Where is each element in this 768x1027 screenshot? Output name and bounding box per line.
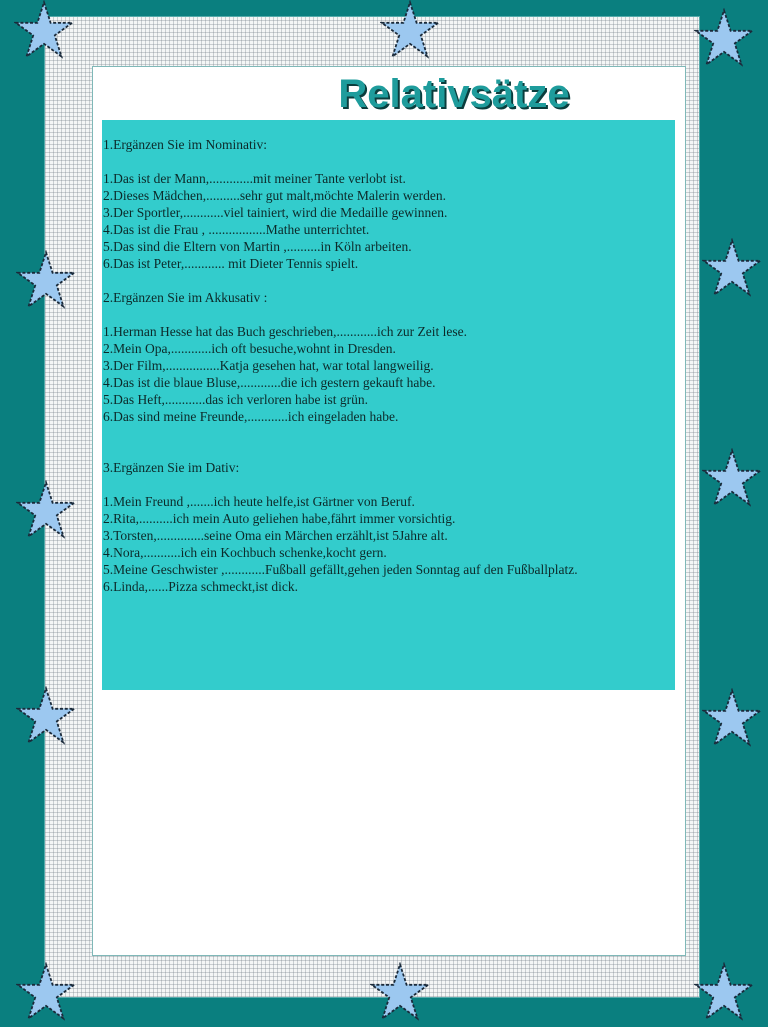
list-item: 3.Der Film,................Katja gesehen hat, war total langweilig. bbox=[103, 358, 434, 373]
star-icon bbox=[16, 962, 76, 1022]
list-item: 1.Mein Freund ,.......ich heute helfe,ist Gärtner von Beruf. bbox=[103, 494, 415, 509]
list-item: 5.Meine Geschwister ,............Fußball gefällt,gehen jeden Sonntag auf den Fußballplatz. bbox=[103, 562, 578, 577]
list-item: 2.Rita,..........ich mein Auto geliehen habe,fährt immer vorsichtig. bbox=[103, 511, 456, 526]
section-heading-dativ: 3.Ergänzen Sie im Dativ: bbox=[103, 460, 240, 475]
star-icon bbox=[380, 0, 440, 60]
list-item: 2.Mein Opa,............ich oft besuche,wohnt in Dresden. bbox=[103, 341, 396, 356]
star-icon bbox=[16, 250, 76, 310]
star-icon bbox=[14, 0, 74, 60]
list-item: 6.Das ist Peter,............ mit Dieter Tennis spielt. bbox=[103, 256, 359, 271]
akkusativ-list bbox=[103, 323, 675, 425]
star-icon bbox=[16, 686, 76, 746]
list-item: 5.Das Heft,............das ich verloren habe ist grün. bbox=[103, 392, 369, 407]
star-icon bbox=[702, 238, 762, 298]
dativ-list bbox=[103, 493, 675, 595]
list-item: 1.Herman Hesse hat das Buch geschrieben,............ich zur Zeit lese. bbox=[103, 324, 468, 339]
list-item: 4.Das ist die blaue Bluse,............die ich gestern gekauft habe. bbox=[103, 375, 436, 390]
list-item: 4.Das ist die Frau , .................Mathe unterrichtet. bbox=[103, 222, 370, 237]
nominativ-list bbox=[103, 170, 675, 272]
exercise-box bbox=[102, 120, 675, 690]
list-item: 3.Torsten,..............seine Oma ein Märchen erzählt,ist 5Jahre alt. bbox=[103, 528, 448, 543]
section-heading-akkusativ: 2.Ergänzen Sie im Akkusativ : bbox=[103, 290, 268, 305]
list-item: 5.Das sind die Eltern von Martin ,..........in Köln arbeiten. bbox=[103, 239, 412, 254]
list-item: 3.Der Sportler,............viel tainiert, wird die Medaille gewinnen. bbox=[103, 205, 448, 220]
star-icon bbox=[694, 962, 754, 1022]
star-icon bbox=[694, 8, 754, 68]
page-title: Relativsätze bbox=[338, 72, 570, 116]
list-item: 1.Das ist der Mann,.............mit meiner Tante verlobt ist. bbox=[103, 171, 406, 186]
list-item: 4.Nora,...........ich ein Kochbuch schenke,kocht gern. bbox=[103, 545, 387, 560]
section-heading-nominativ: 1.Ergänzen Sie im Nominativ: bbox=[103, 137, 267, 152]
list-item: 6.Das sind meine Freunde,............ich eingeladen habe. bbox=[103, 409, 399, 424]
list-item: 2.Dieses Mädchen,..........sehr gut malt,möchte Malerin werden. bbox=[103, 188, 447, 203]
list-item: 6.Linda,......Pizza schmeckt,ist dick. bbox=[103, 579, 298, 594]
star-icon bbox=[702, 688, 762, 748]
star-icon bbox=[702, 448, 762, 508]
star-icon bbox=[370, 962, 430, 1022]
star-icon bbox=[16, 480, 76, 540]
